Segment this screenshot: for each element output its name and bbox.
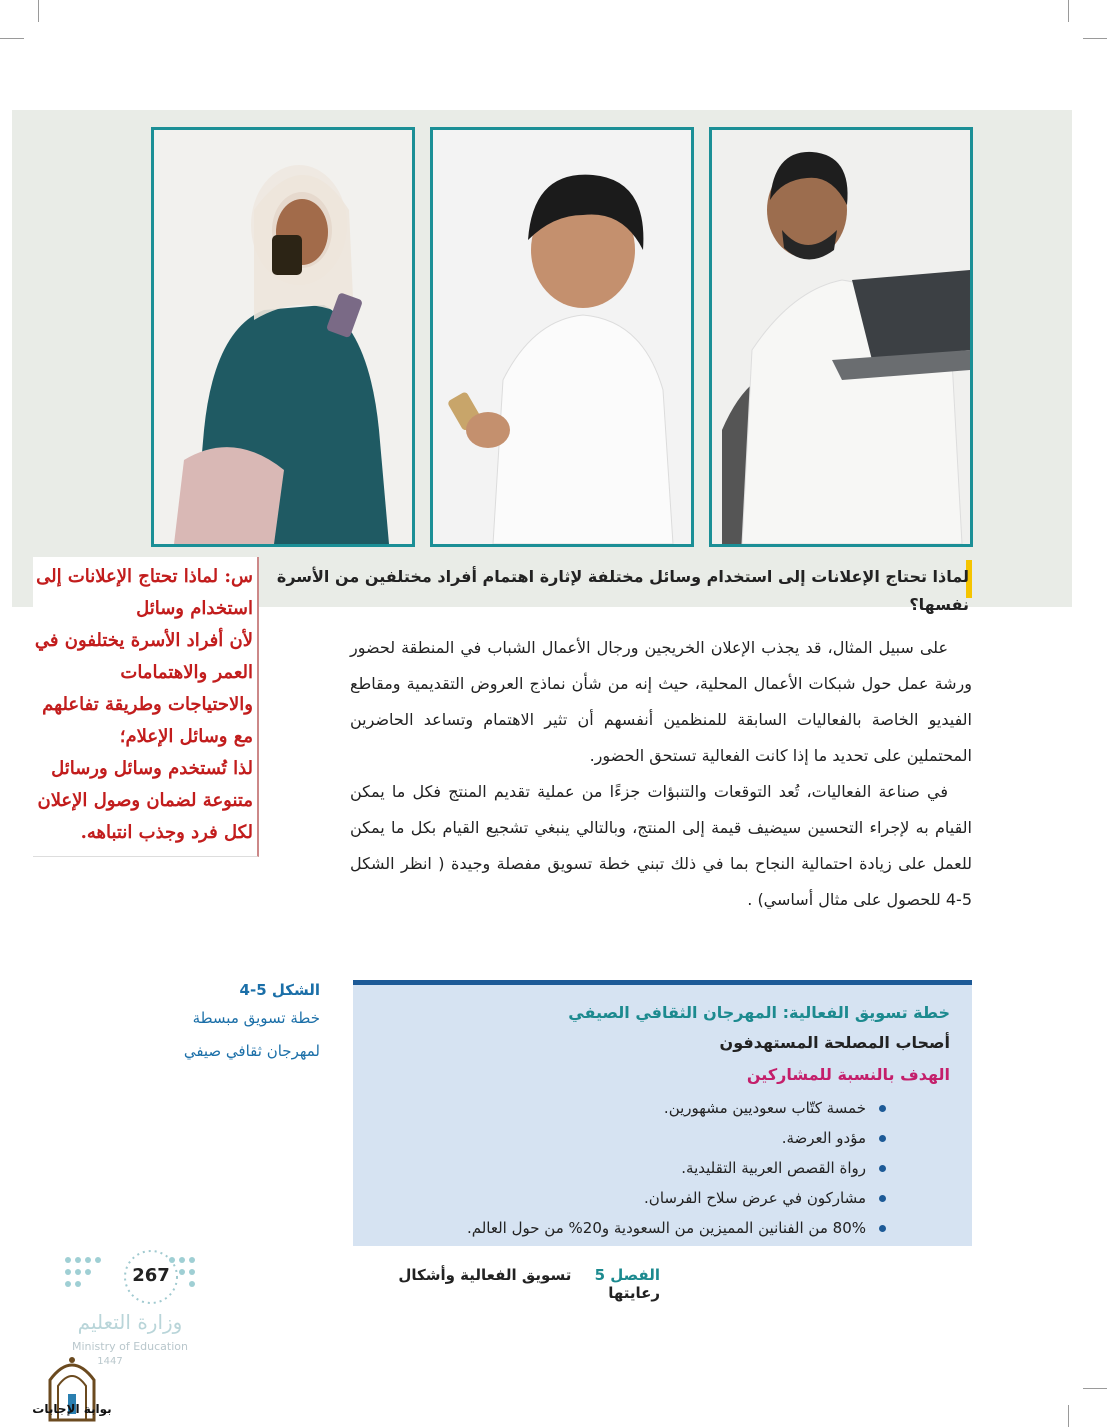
bullet-icon	[879, 1165, 886, 1172]
plan-list-item: رواة القصص العربية التقليدية.	[375, 1153, 866, 1183]
moe-logo-dots-icon	[60, 1252, 200, 1312]
answer-line: والاحتياجات وطريقة تفاعلهم	[42, 694, 253, 715]
plan-stakeholders: أصحاب المصلحة المستهدفون	[719, 1033, 950, 1052]
crop-mark	[0, 38, 24, 39]
page-footer	[350, 1266, 660, 1302]
plan-list-item: مؤدو العرضة.	[375, 1123, 866, 1153]
body-text	[350, 630, 972, 918]
answer-line: مع وسائل الإعلام؛	[119, 726, 253, 747]
plan-list	[375, 1093, 950, 1243]
question-caption: لماذا تحتاج الإعلانات إلى استخدام وسائل مختلفة لإثارة اهتمام أفراد مختلفين من الأسرة نفسها؟	[276, 567, 969, 614]
answer-line: لأن أفراد الأسرة يختلفون في	[34, 630, 253, 651]
ministry-name-arabic: وزارة التعليم	[77, 1310, 183, 1334]
bullet-icon	[879, 1195, 886, 1202]
bullet-icon	[879, 1135, 886, 1142]
plan-list-item: مشاركون في عرض سلاح الفرسان.	[375, 1183, 866, 1213]
ministry-year: 1447	[97, 1356, 123, 1367]
body-paragraph: على سبيل المثال، قد يجذب الإعلان الخريجين ورجال الأعمال الشباب في المنطقة لحضور ورشة عمل حول شبكات الأعمال المحلية، حيث إنه من شأن نماذج العروض التقديمية ومقاطع الفيديو الخاصة بالفعاليات السابقة للمنظمين أنفسهم أن تثير الاهتمام وتساعد الحاضرين المحتملين على تحديد ما إذا كانت الفعالية تستحق الحضور.	[350, 638, 972, 765]
crop-mark	[38, 0, 39, 22]
bullet-icon	[879, 1105, 886, 1112]
plan-goal: الهدف بالنسبة للمشاركين	[746, 1065, 950, 1084]
crop-mark	[1083, 38, 1107, 39]
answer-line: العمر والاهتمامات	[120, 662, 253, 683]
figure-description: خطة تسويق مبسطة	[192, 1009, 320, 1027]
handwritten-answer-note	[33, 557, 259, 857]
plan-list-item: 80% من الفنانين المميزين من السعودية و20% من حول العالم.	[375, 1213, 866, 1243]
plan-list-item: خمسة كتّاب سعوديين مشهورين.	[375, 1093, 866, 1123]
figure-number: الشكل 5-4	[239, 981, 320, 999]
plan-title: خطة تسويق الفعالية: المهرجان الثقافي الصيفي	[568, 1003, 950, 1022]
body-paragraph: في صناعة الفعاليات، تُعد التوقعات والتنبؤات جزءًا من عملية تقديم المنتج فكل ما يمكن القيام به لإجراء التحسين سيضيف قيمة إلى المنتج، وبالتالي ينبغي تشجيع القيام بكل ما يمكن للعمل على زيادة احتمالية النجاح بما في ذلك تبني خطة تسويق مفصلة وجيدة ( انظر الشكل 5-4 للحصول على مثال أساسي) .	[350, 782, 972, 909]
answer-line: لذا تُستخدم وسائل ورسائل	[51, 758, 253, 779]
ministry-name-english: Ministry of Education	[71, 1340, 188, 1353]
bullet-icon	[879, 1225, 886, 1232]
crop-mark	[1083, 1388, 1107, 1389]
page-number: 267	[132, 1265, 170, 1286]
photo-boy-with-phone	[430, 127, 694, 547]
crop-mark	[1068, 1405, 1069, 1427]
answer-line: استخدام وسائل	[136, 598, 253, 619]
answer-line: لكل فرد وجذب انتباهه.	[80, 822, 253, 843]
figure-description: لمهرجان ثقافي صيفي	[183, 1042, 320, 1060]
figure-label	[120, 978, 320, 1068]
chapter-number: الفصل 5	[594, 1266, 660, 1284]
crop-mark	[1068, 0, 1069, 22]
photo-man-with-laptop	[709, 127, 973, 547]
chapter-title: تسويق الفعالية وأشكال رعايتها	[398, 1266, 660, 1302]
answer-line: متنوعة لضمان وصول الإعلان	[37, 790, 253, 811]
answer-line: س: لماذا تحتاج الإعلانات إلى	[36, 566, 253, 587]
marketing-plan-box	[353, 980, 972, 1246]
photo-woman-with-phone	[151, 127, 415, 547]
gate-label: بوابة الإجابات	[32, 1402, 112, 1416]
